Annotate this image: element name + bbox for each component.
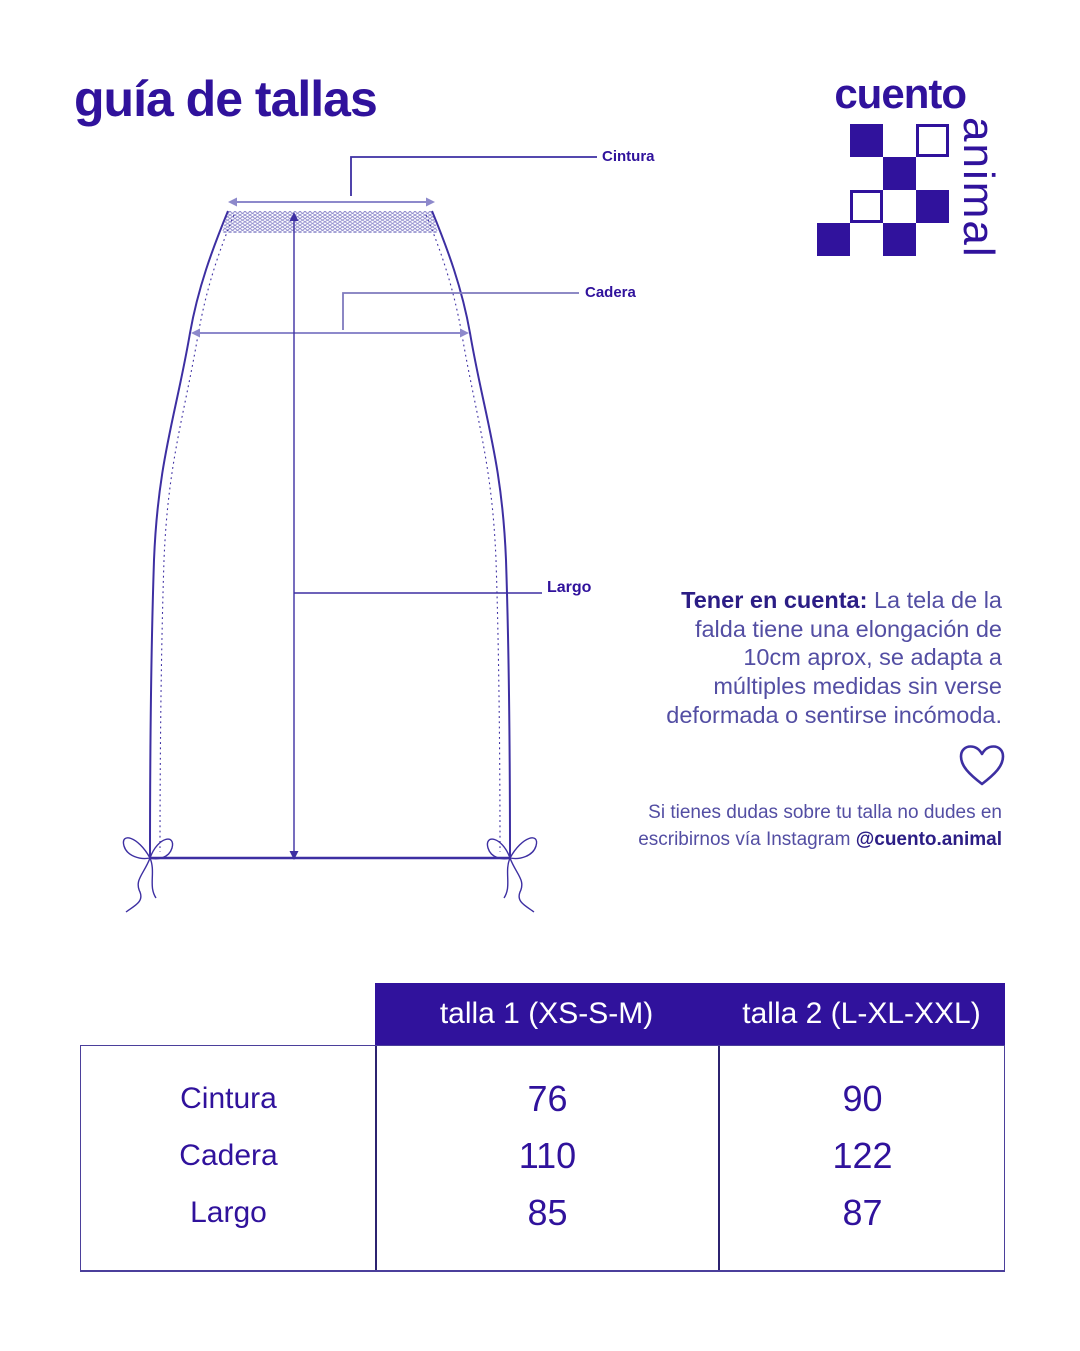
fabric-note-body: La tela de la falda tiene una elongación de 10cm aprox, se adapta a múltiples medidas sin verse deformada o sentirse incómoda.	[666, 587, 1002, 728]
column-header-talla2: talla 2 (L-XL-XXL)	[742, 997, 981, 1030]
size-table-grid	[81, 1070, 1004, 1241]
row-label-cintura: Cintura	[180, 1081, 277, 1115]
cintura-arrow	[228, 198, 435, 207]
logo-grid-cell	[817, 223, 850, 256]
logo-grid-cell	[883, 157, 916, 190]
waistband-hatch	[222, 211, 438, 233]
instagram-handle: @cuento.animal	[855, 828, 1002, 850]
logo-grid-cell	[850, 190, 883, 223]
largo-arrow	[290, 212, 299, 860]
logo-wordmark-cuento: cuento	[834, 70, 966, 117]
cadera-talla2-value: 122	[832, 1134, 893, 1176]
cadera-leader-line	[343, 293, 579, 330]
size-table-body	[80, 1045, 1005, 1272]
left-bow	[123, 838, 172, 912]
logo-grid-cell	[817, 157, 850, 190]
logo-grid-cell	[883, 190, 916, 223]
logo-grid-cell	[817, 124, 850, 157]
logo-grid-cell	[883, 124, 916, 157]
skirt-outline	[150, 211, 510, 858]
right-bow	[487, 838, 536, 912]
contact-text: Si tienes dudas sobre tu talla no dudes en escribirnos vía Instagram	[638, 802, 1002, 850]
cintura-label: Cintura	[602, 148, 655, 165]
logo-grid-cell	[916, 223, 949, 256]
logo-grid-cell	[883, 223, 916, 256]
cintura-talla1-value: 76	[527, 1077, 568, 1119]
size-table-header	[375, 983, 1005, 1045]
logo-grid-cell	[916, 157, 949, 190]
cintura-leader-line	[351, 157, 597, 196]
logo-grid-cell	[850, 124, 883, 157]
logo-grid	[817, 124, 949, 256]
cintura-talla2-value: 90	[842, 1077, 883, 1119]
fabric-note	[646, 586, 1002, 729]
logo-grid-cell	[850, 157, 883, 190]
contact-note	[592, 800, 1002, 853]
row-label-largo: Largo	[190, 1195, 267, 1229]
column-header-talla1: talla 1 (XS-S-M)	[439, 997, 654, 1030]
logo-grid-cell	[850, 223, 883, 256]
cadera-arrow	[191, 329, 469, 338]
logo-grid-cell	[916, 190, 949, 223]
largo-label: Largo	[547, 579, 592, 596]
largo-talla1-value: 85	[527, 1191, 568, 1233]
row-label-cadera: Cadera	[179, 1138, 278, 1172]
heart-icon	[958, 744, 1006, 788]
logo-wordmark-animal: animal	[954, 117, 1003, 259]
page-title: guía de tallas	[74, 71, 377, 127]
largo-talla2-value: 87	[842, 1191, 883, 1233]
skirt-stitching	[160, 215, 500, 852]
cadera-label: Cadera	[585, 284, 636, 301]
fabric-note-lead: Tener en cuenta:	[681, 587, 868, 613]
logo-grid-cell	[916, 124, 949, 157]
logo-grid-cell	[817, 190, 850, 223]
cadera-talla1-value: 110	[518, 1134, 577, 1176]
